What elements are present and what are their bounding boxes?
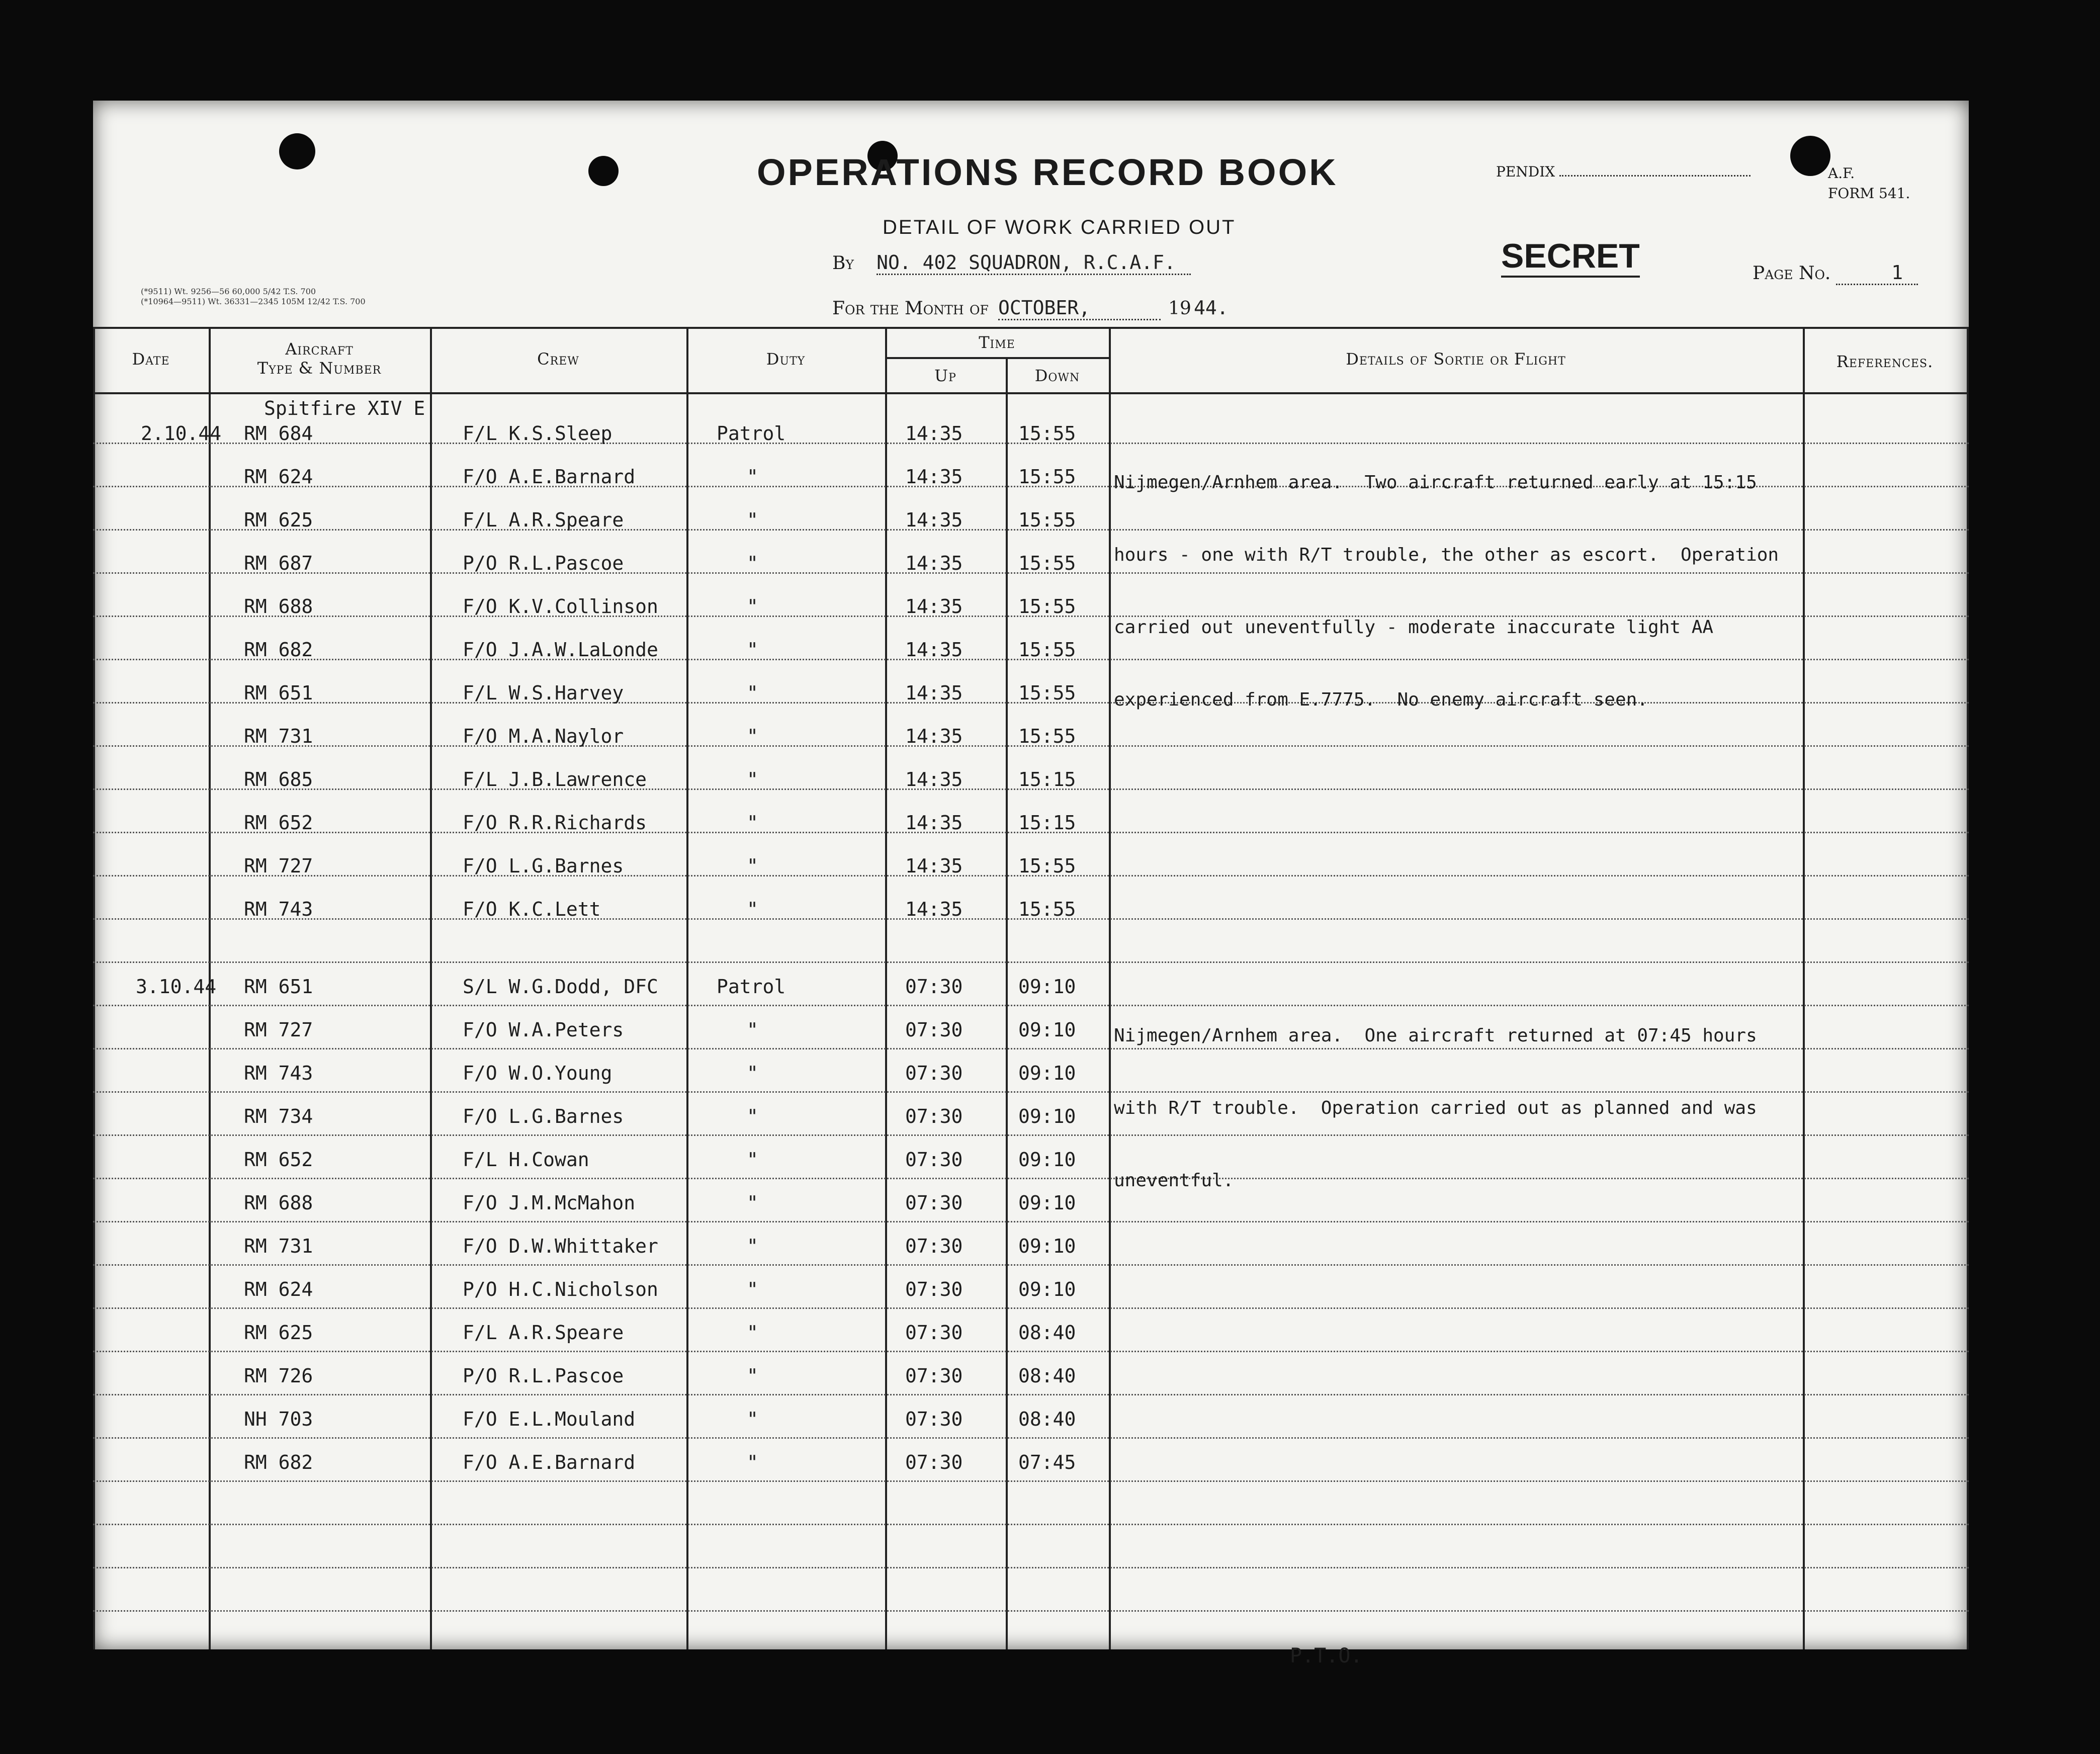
ruled-line — [93, 1524, 1969, 1525]
appendix-label: PENDIX — [1496, 163, 1555, 180]
col-header-time: Time — [979, 333, 1015, 352]
col-header-aircraft — [209, 339, 430, 378]
aircraft-number: RM 688 — [244, 1192, 313, 1214]
aircraft-number: RM 727 — [244, 1019, 313, 1041]
time-down: 09:10 — [1018, 1062, 1076, 1084]
time-up: 07:30 — [905, 1278, 963, 1300]
ruled-line — [93, 1351, 1969, 1352]
time-up: 14:35 — [905, 768, 963, 791]
time-down: 15:15 — [1018, 812, 1076, 834]
time-up: 07:30 — [905, 1408, 963, 1430]
crew-name: P/O R.L.Pascoe — [463, 1365, 624, 1387]
aircraft-type: Spitfire XIV E — [264, 397, 425, 419]
punch-hole-left — [279, 133, 315, 169]
time-down: 15:15 — [1018, 768, 1076, 791]
form-line-2: FORM 541. — [1828, 185, 1910, 202]
crew-name: P/O R.L.Pascoe — [463, 552, 624, 574]
table-right-border — [1967, 327, 1969, 1649]
time-up: 14:35 — [905, 682, 963, 704]
crew-name: F/O D.W.Whittaker — [463, 1235, 658, 1257]
form-number — [1828, 163, 1910, 204]
time-down: 15:55 — [1018, 725, 1076, 747]
time-down: 15:55 — [1018, 422, 1076, 445]
aircraft-number: RM 624 — [244, 1278, 313, 1300]
col-header-up: Up — [934, 366, 956, 385]
crew-name: F/L J.B.Lawrence — [463, 768, 647, 791]
table-top-border — [93, 327, 1969, 329]
col-divider-time — [1109, 327, 1111, 1649]
time-down: 09:10 — [1018, 1105, 1076, 1127]
time-up: 07:30 — [905, 1235, 963, 1257]
duty-value: " — [747, 552, 758, 574]
squadron-line — [832, 251, 1191, 275]
aircraft-number: RM 743 — [244, 1062, 313, 1084]
time-subheader-line — [885, 357, 1109, 359]
time-down: 15:55 — [1018, 855, 1076, 877]
time-up: 07:30 — [905, 1019, 963, 1041]
sortie-2-detail-line: with R/T trouble. Operation carried out as planned and was — [1114, 1098, 1757, 1118]
duty-value: " — [747, 1322, 758, 1344]
page-value: 1 — [1836, 261, 1918, 285]
col-divider-aircraft — [430, 327, 432, 1649]
record-sheet — [93, 101, 1969, 1668]
page-label: Page No. — [1753, 263, 1831, 284]
duty-value: " — [747, 1408, 758, 1430]
aircraft-number: RM 687 — [244, 552, 313, 574]
crew-name: F/O A.E.Barnard — [463, 1451, 636, 1473]
time-down: 15:55 — [1018, 466, 1076, 488]
duty-value: " — [747, 639, 758, 661]
time-up: 07:30 — [905, 1322, 963, 1344]
punch-hole-right — [1790, 136, 1830, 176]
aircraft-number: RM 743 — [244, 898, 313, 920]
time-up: 07:30 — [905, 976, 963, 998]
duty-value: " — [747, 1451, 758, 1473]
aircraft-number: RM 652 — [244, 1149, 313, 1171]
aircraft-number: RM 726 — [244, 1365, 313, 1387]
year-value: 44. — [1194, 297, 1229, 319]
time-up: 14:35 — [905, 812, 963, 834]
ruled-line — [93, 1394, 1969, 1395]
crew-name: F/O W.A.Peters — [463, 1019, 624, 1041]
aircraft-number: NH 703 — [244, 1408, 313, 1430]
pto-note: P.T.O. — [1290, 1644, 1363, 1668]
time-up: 14:35 — [905, 422, 963, 445]
time-up: 14:35 — [905, 509, 963, 531]
duty-value: " — [747, 1062, 758, 1084]
ruled-line — [93, 1610, 1969, 1612]
sortie-1-details — [1114, 422, 1779, 760]
crew-name: F/L H.Cowan — [463, 1149, 589, 1171]
crew-name: F/O E.L.Mouland — [463, 1408, 636, 1430]
aircraft-number: RM 731 — [244, 725, 313, 747]
duty-value: " — [747, 898, 758, 920]
time-up: 14:35 — [905, 855, 963, 877]
col-header-references: References. — [1836, 352, 1934, 371]
duty-value: " — [747, 855, 758, 877]
crew-name: P/O H.C.Nicholson — [463, 1278, 658, 1300]
duty-value: " — [747, 1192, 758, 1214]
print-code-2: (*10964—9511) Wt. 36331—2345 105M 12/42 T.S. 700 — [141, 297, 366, 306]
crew-name: F/O J.A.W.LaLonde — [463, 639, 658, 661]
aircraft-number: RM 682 — [244, 1451, 313, 1473]
aircraft-number: RM 682 — [244, 639, 313, 661]
time-down: 08:40 — [1018, 1322, 1076, 1344]
aircraft-number: RM 688 — [244, 595, 313, 618]
time-up: 14:35 — [905, 595, 963, 618]
time-up: 07:30 — [905, 1192, 963, 1214]
aircraft-number: RM 651 — [244, 682, 313, 704]
crew-name: F/O L.G.Barnes — [463, 855, 624, 877]
duty-value: " — [747, 768, 758, 791]
sortie-2-date: 3.10.44 — [136, 976, 217, 998]
record-table — [93, 327, 1969, 1668]
duty-value: " — [747, 466, 758, 488]
aircraft-number: RM 684 — [244, 422, 313, 445]
aircraft-number: RM 734 — [244, 1105, 313, 1127]
page-title: OPERATIONS RECORD BOOK — [757, 151, 1338, 193]
duty-value: " — [747, 595, 758, 618]
time-up: 07:30 — [905, 1062, 963, 1084]
secret-stamp: SECRET — [1501, 236, 1640, 278]
col-header-aircraft-2: Type & Number — [257, 359, 382, 378]
year-prefix: 19 — [1168, 298, 1191, 319]
duty-value: " — [747, 1235, 758, 1257]
time-down: 15:55 — [1018, 898, 1076, 920]
time-down: 08:40 — [1018, 1365, 1076, 1387]
time-down: 15:55 — [1018, 509, 1076, 531]
ruled-line — [93, 1307, 1969, 1309]
duty-value: " — [747, 812, 758, 834]
crew-name: F/L K.S.Sleep — [463, 422, 612, 445]
time-up: 07:30 — [905, 1365, 963, 1387]
aircraft-number: RM 685 — [244, 768, 313, 791]
col-divider-duty — [885, 327, 887, 1649]
appendix-blank — [1559, 175, 1751, 177]
sortie-2-details — [1114, 976, 1757, 1241]
page-number — [1753, 261, 1918, 285]
crew-name: F/L W.S.Harvey — [463, 682, 624, 704]
time-down: 15:55 — [1018, 639, 1076, 661]
time-up: 14:35 — [905, 552, 963, 574]
time-down: 09:10 — [1018, 1192, 1076, 1214]
ruled-line — [93, 961, 1969, 963]
crew-name: S/L W.G.Dodd, DFC — [463, 976, 658, 998]
sortie-1-detail-line: experienced from E.7775. No enemy aircraft seen. — [1114, 689, 1648, 710]
aircraft-number: RM 624 — [244, 466, 313, 488]
appendix-line — [1496, 163, 1751, 180]
crew-name: F/O J.M.McMahon — [463, 1192, 636, 1214]
time-down: 08:40 — [1018, 1408, 1076, 1430]
time-down: 15:55 — [1018, 682, 1076, 704]
col-header-down: Down — [1034, 366, 1080, 385]
col-header-date: Date — [132, 349, 170, 369]
duty-value: " — [747, 682, 758, 704]
month-line — [832, 297, 1229, 320]
duty-value: " — [747, 509, 758, 531]
time-down: 15:55 — [1018, 552, 1076, 574]
duty-value: " — [747, 1105, 758, 1127]
punch-hole-left-small — [588, 156, 619, 186]
crew-name: F/O M.A.Naylor — [463, 725, 624, 747]
sortie-1-detail-line: hours - one with R/T trouble, the other as escort. Operation — [1114, 545, 1779, 565]
form-line-1: A.F. — [1828, 165, 1855, 182]
ruled-line — [93, 1437, 1969, 1439]
print-code-1: (*9511) Wt. 9256—56 60,000 5/42 T.S. 700 — [141, 287, 316, 296]
header-bottom-border — [93, 392, 1969, 394]
aircraft-number: RM 731 — [244, 1235, 313, 1257]
crew-name: F/O K.C.Lett — [463, 898, 601, 920]
squadron-value: NO. 402 SQUADRON, R.C.A.F. — [877, 251, 1191, 275]
month-value: OCTOBER, — [998, 297, 1161, 320]
col-header-details: Details of Sortie or Flight — [1346, 349, 1566, 369]
aircraft-number: RM 625 — [244, 509, 313, 531]
col-header-aircraft-1: Aircraft — [285, 339, 354, 359]
ruled-line — [93, 1480, 1969, 1482]
aircraft-number: RM 652 — [244, 812, 313, 834]
col-divider-crew — [686, 327, 688, 1649]
duty-value: Patrol — [717, 976, 786, 998]
duty-value: " — [747, 1365, 758, 1387]
ruled-line — [93, 1264, 1969, 1266]
time-up: 07:30 — [905, 1451, 963, 1473]
crew-name: F/L A.R.Speare — [463, 509, 624, 531]
crew-name: F/L A.R.Speare — [463, 1322, 624, 1344]
print-code — [141, 287, 366, 307]
crew-name: F/O R.R.Richards — [463, 812, 647, 834]
sortie-1-detail-line: carried out uneventfully - moderate inaccurate light AA — [1114, 617, 1714, 638]
time-down: 09:10 — [1018, 976, 1076, 998]
time-down: 15:55 — [1018, 595, 1076, 618]
col-header-duty: Duty — [766, 349, 806, 369]
month-label: For the Month of — [832, 298, 989, 319]
time-up: 07:30 — [905, 1105, 963, 1127]
time-up: 14:35 — [905, 639, 963, 661]
table-left-border — [93, 327, 95, 1649]
duty-value: " — [747, 1278, 758, 1300]
time-down: 07:45 — [1018, 1451, 1076, 1473]
page-subtitle: DETAIL OF WORK CARRIED OUT — [883, 216, 1236, 238]
time-up: 14:35 — [905, 898, 963, 920]
col-divider-details — [1803, 327, 1805, 1649]
ruled-line — [93, 1567, 1969, 1568]
duty-value: " — [747, 1019, 758, 1041]
by-label: By — [832, 253, 854, 274]
sortie-1-detail-line: Nijmegen/Arnhem area. Two aircraft returned early at 15:15 — [1114, 472, 1757, 493]
time-up: 14:35 — [905, 725, 963, 747]
time-down: 09:10 — [1018, 1235, 1076, 1257]
col-divider-up — [1006, 357, 1008, 1649]
aircraft-number: RM 651 — [244, 976, 313, 998]
duty-value: Patrol — [717, 422, 786, 445]
crew-name: F/O A.E.Barnard — [463, 466, 636, 488]
time-down: 09:10 — [1018, 1019, 1076, 1041]
time-down: 09:10 — [1018, 1278, 1076, 1300]
time-up: 14:35 — [905, 466, 963, 488]
sortie-1-date: 2.10.44 — [141, 422, 222, 445]
duty-value: " — [747, 1149, 758, 1171]
crew-name: F/O W.O.Young — [463, 1062, 612, 1084]
time-down: 09:10 — [1018, 1149, 1076, 1171]
col-header-crew: Crew — [537, 349, 579, 369]
sortie-2-detail-line: uneventful. — [1114, 1170, 1234, 1191]
crew-name: F/O K.V.Collinson — [463, 595, 658, 618]
aircraft-number: RM 625 — [244, 1322, 313, 1344]
aircraft-number: RM 727 — [244, 855, 313, 877]
sortie-2-detail-line: Nijmegen/Arnhem area. One aircraft returned at 07:45 hours — [1114, 1025, 1757, 1046]
time-up: 07:30 — [905, 1149, 963, 1171]
crew-name: F/O L.G.Barnes — [463, 1105, 624, 1127]
duty-value: " — [747, 725, 758, 747]
